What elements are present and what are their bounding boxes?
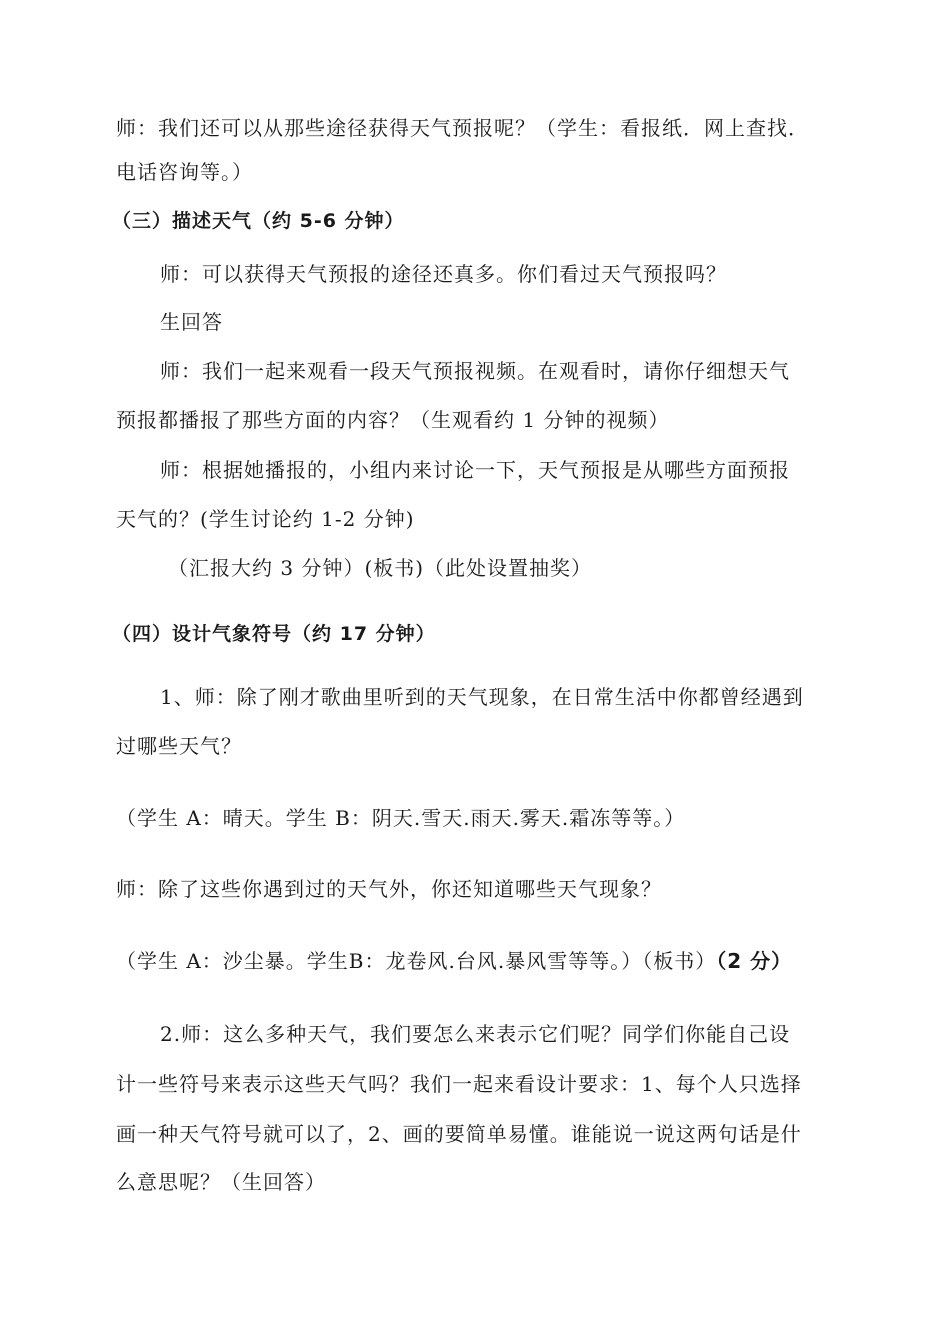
answer-text: （学生 A：沙尘暴。学生B：龙卷风.台风.暴风雪等等。）（板书）: [116, 949, 717, 973]
paragraph-line: 师：除了这些你遇到过的天气外，你还知道哪些天气现象？: [116, 877, 662, 901]
paragraph-line: 师：我们还可以从那些途径获得天气预报呢？（学生：看报纸．网上查找．: [116, 116, 809, 140]
paragraph-line: 预报都播报了那些方面的内容？（生观看约 1 分钟的视频）: [116, 408, 670, 432]
paragraph-line: 生回答: [160, 310, 223, 334]
score-label: （2 分）: [716, 949, 793, 973]
paragraph-line: [116, 947, 792, 975]
paragraph-line: 画一种天气符号就可以了，2、画的要简单易懂。谁能说一说这两句话是什: [116, 1122, 802, 1146]
paragraph-line: 2.师：这么多种天气，我们要怎么来表示它们呢？同学们你能自己设: [160, 1022, 791, 1046]
paragraph-line: （汇报大约 3 分钟）(板书)（此处设置抽奖）: [168, 556, 593, 580]
paragraph-line: 过哪些天气？: [116, 734, 242, 758]
section-heading: （四）设计气象符号（约 17 分钟）: [112, 623, 436, 645]
paragraph-line: 天气的？(学生讨论约 1-2 分钟): [116, 507, 415, 531]
paragraph-line: 电话咨询等。）: [116, 160, 253, 184]
paragraph-line: 师：根据她播报的，小组内来讨论一下，天气预报是从哪些方面预报: [160, 458, 790, 482]
paragraph-line: 计一些符号来表示这些天气吗？我们一起来看设计要求：1、每个人只选择: [116, 1072, 802, 1096]
paragraph-line: 师：可以获得天气预报的途径还真多。你们看过天气预报吗？: [160, 262, 727, 286]
paragraph-line: 么意思呢？（生回答）: [116, 1170, 326, 1194]
section-heading: （三）描述天气（约 5-6 分钟）: [112, 210, 405, 232]
paragraph-line: 1、师：除了刚才歌曲里听到的天气现象，在日常生活中你都曾经遇到: [160, 685, 804, 709]
paragraph-line: （学生 A：晴天。学生 B：阴天.雪天.雨天.雾天.霜冻等等。）: [116, 806, 686, 830]
paragraph-line: 师：我们一起来观看一段天气预报视频。在观看时，请你仔细想天气: [160, 359, 790, 383]
